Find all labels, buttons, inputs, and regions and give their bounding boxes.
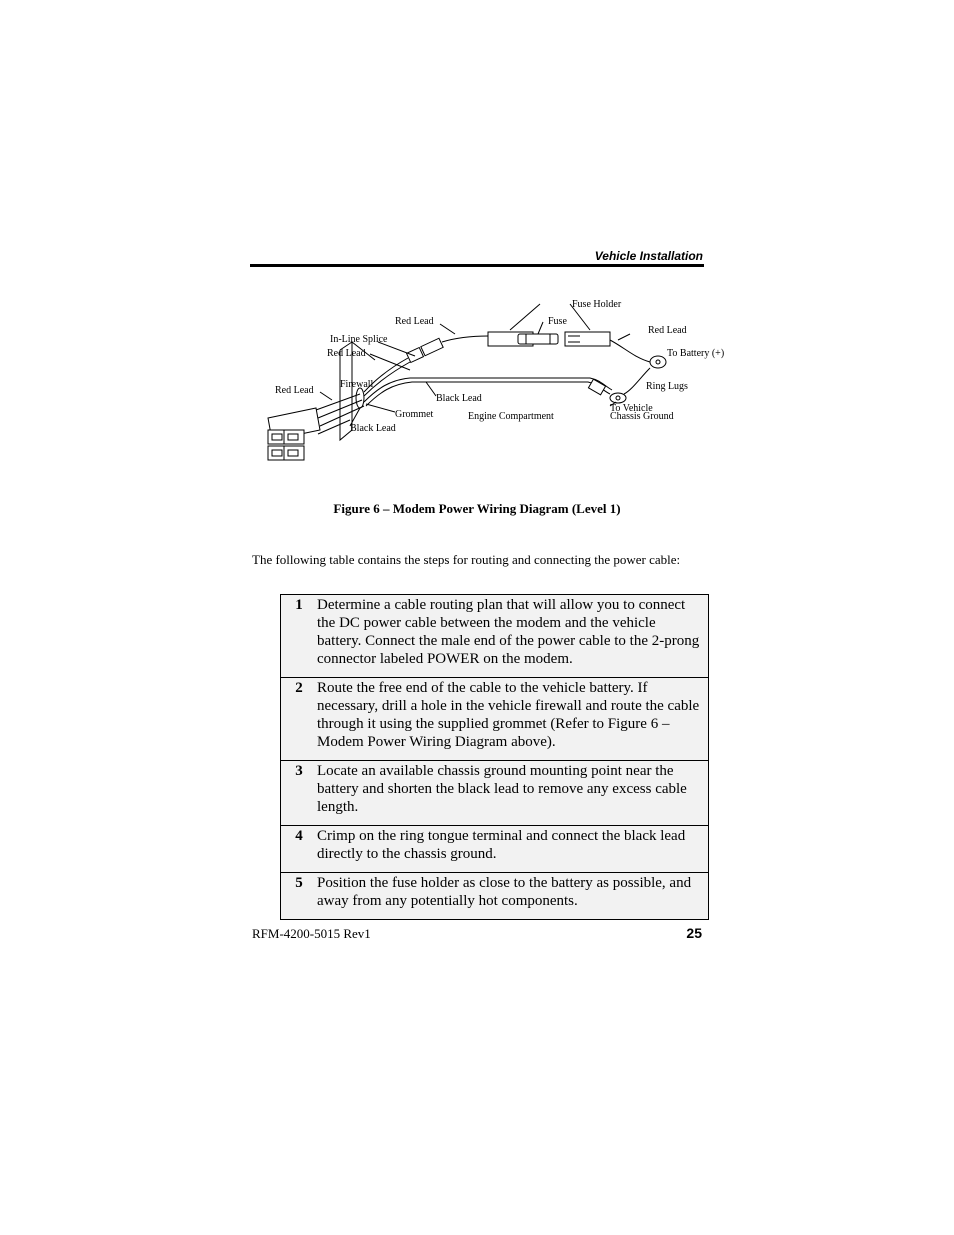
section-header: Vehicle Installation	[594, 249, 703, 263]
label-fuse-holder: Fuse Holder	[572, 299, 622, 310]
label-chassis-ground: Chassis Ground	[610, 411, 674, 422]
label-fuse: Fuse	[548, 316, 567, 327]
step-number: 1	[281, 595, 318, 678]
page-number: 25	[686, 925, 702, 941]
steps-table	[280, 594, 709, 920]
step-number: 2	[281, 678, 318, 761]
step-text: Determine a cable routing plan that will allow you to connect the DC power cable between the modem and the vehicle battery. Connect the male end of the power cable to the 2-prong connector labeled POWER on the modem.	[317, 595, 709, 678]
label-ring-lugs: Ring Lugs	[646, 381, 688, 392]
label-engine-compartment: Engine Compartment	[468, 411, 554, 422]
step-text: Route the free end of the cable to the vehicle battery. If necessary, drill a hole in the vehicle firewall and route the cable through it using the supplied grommet (Refer to Figure 6 – Modem Power Wiring Diagram above).	[317, 678, 709, 761]
header-rule	[250, 264, 704, 267]
intro-paragraph: The following table contains the steps for routing and connecting the power cable:	[252, 552, 681, 567]
label-red-lead-right: Red Lead	[648, 325, 687, 336]
footer-doc-id: RFM-4200-5015 Rev1	[252, 926, 371, 941]
power-connector	[268, 408, 320, 460]
table-row	[281, 873, 709, 920]
fuse-holder-right	[565, 332, 610, 346]
step-number: 5	[281, 873, 318, 920]
step-text: Crimp on the ring tongue terminal and connect the black lead directly to the chassis ground.	[317, 826, 709, 873]
label-red-lead-splice: Red Lead	[327, 348, 366, 359]
step-text: Locate an available chassis ground mounting point near the battery and shorten the black lead to remove any excess cable length.	[317, 761, 709, 826]
label-black-lead: Black Lead	[436, 393, 482, 404]
label-to-battery: To Battery (+)	[667, 348, 725, 359]
grommet	[356, 388, 364, 408]
fuse	[518, 334, 558, 344]
ground-ring-lug	[610, 393, 626, 403]
label-to-vehicle: To Vehicle	[610, 403, 653, 414]
label-black-lead-bottom: Black Lead	[350, 423, 396, 434]
label-red-lead-top: Red Lead	[395, 316, 434, 327]
table-row	[281, 761, 709, 826]
battery-ring-lug	[650, 356, 666, 368]
label-red-lead-left: Red Lead	[275, 385, 314, 396]
step-text: Position the fuse holder as close to the battery as possible, and away from any potentially hot components.	[317, 873, 709, 920]
figure-caption: Figure 6 – Modem Power Wiring Diagram (Level 1)	[333, 501, 621, 516]
table-row	[281, 678, 709, 761]
label-firewall: Firewall	[340, 379, 374, 390]
wiring-diagram	[260, 290, 740, 470]
step-number: 3	[281, 761, 318, 826]
label-inline-splice: In-Line Splice	[330, 334, 388, 345]
label-grommet: Grommet	[395, 409, 434, 420]
inline-splice	[407, 338, 444, 362]
step-number: 4	[281, 826, 318, 873]
table-row	[281, 595, 709, 678]
table-row	[281, 826, 709, 873]
